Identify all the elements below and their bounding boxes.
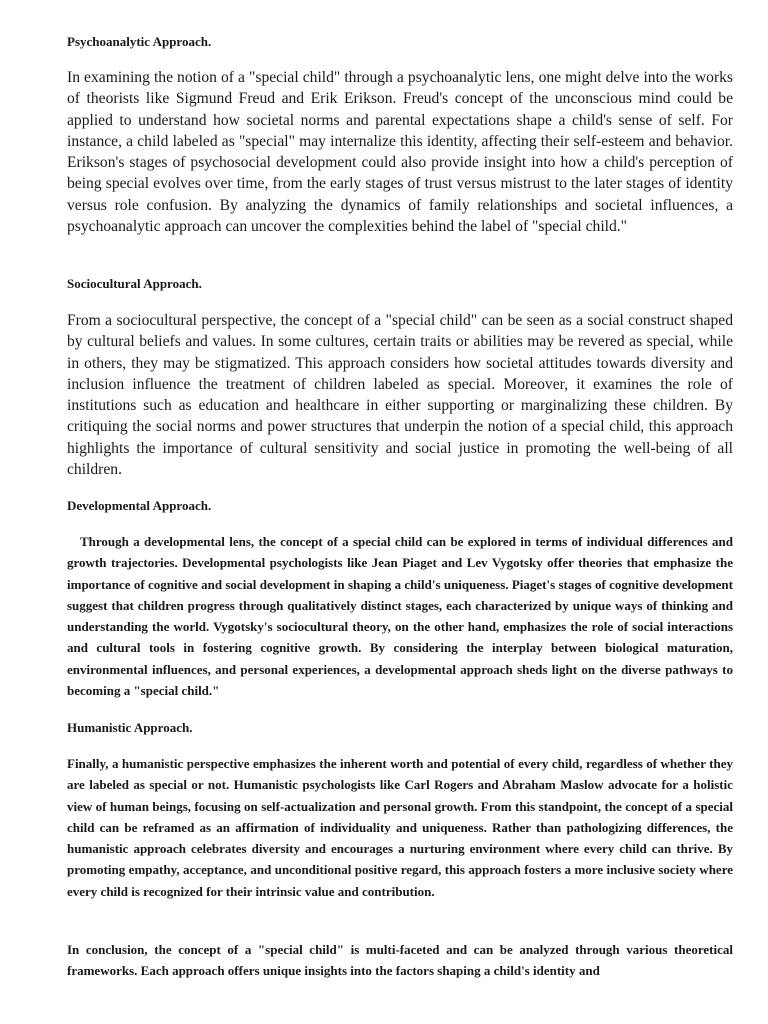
section-body-sociocultural: From a sociocultural perspective, the concept of a "special child" can be seen as a social construct shaped by cultural beliefs and values. In some cultures, certain traits or abilities may be revered as special, while in others, they may be stigmatized. This approach considers how societal attitudes towards diversity and inclusion influence the treatment of children labeled as special. Moreover, it examines the role of institutions such as education and healthcare in either supporting or marginalizing these children. By critiquing the social norms and power structures that underpin the notion of a special child, this approach highlights the importance of cultural sensitivity and social justice in promoting the well-being of all children. bbox=[67, 312, 733, 479]
section-body-developmental: Through a developmental lens, the concept of a special child can be explored in terms of individual differences and growth trajectories. Developmental psychologists like Jean Piaget and Lev Vygotsky offer theories that emphasize the importance of cognitive and social development in shaping a child's uniqueness. Piaget's stages of cognitive development suggest that children progress through qualitatively distinct stages, each characterized by unique ways of thinking and understanding the world. Vygotsky's sociocultural theory, on the other hand, emphasizes the role of social interactions and cultural tools in fostering cognitive growth. By considering the interplay between biological maturation, environmental influences, and personal experiences, a developmental approach sheds light on the diverse pathways to becoming a "special child." bbox=[67, 534, 733, 699]
section-body-humanistic: Finally, a humanistic perspective emphasizes the inherent worth and potential of every child, regardless of whether they are labeled as special or not. Humanistic psychologists like Carl Rogers and Abraham Maslow advocate for a holistic view of human beings, focusing on self-actualization and personal growth. From this standpoint, the concept of a special child can be reframed as an affirmation of individuality and uniqueness. Rather than pathologizing differences, the humanistic approach celebrates diversity and encourages a nurturing environment where every child can thrive. By promoting empathy, acceptance, and unconditional positive regard, this approach fosters a more inclusive society where every child is recognized for their intrinsic value and contribution. bbox=[67, 756, 733, 899]
section-heading-humanistic: Humanistic Approach. bbox=[67, 720, 193, 735]
conclusion-paragraph: In conclusion, the concept of a "special child" is multi-faceted and can be analyzed through various theoretical frameworks. Each approach offers unique insights into the factors shaping a child's identity and bbox=[67, 942, 733, 979]
section-heading-psychoanalytic: Psychoanalytic Approach. bbox=[67, 34, 212, 49]
section-heading-sociocultural: Sociocultural Approach. bbox=[67, 276, 202, 291]
section-body-psychoanalytic: In examining the notion of a "special child" through a psychoanalytic lens, one might delve into the works of theorists like Sigmund Freud and Erik Erikson. Freud's concept of the unconscious mind could be applied to understand how societal norms and parental expectations shape a child's sense of self. For instance, a child labeled as "special" may internalize this identity, affecting their self-esteem and behavior. Erikson's stages of psychosocial development could also provide insight into how a child's perception of being special evolves over time, from the early stages of trust versus mistrust to the later stages of identity versus role confusion. By analyzing the dynamics of family relationships and societal influences, a psychoanalytic approach can uncover the complexities behind the label of "special child." bbox=[67, 69, 733, 236]
section-heading-developmental: Developmental Approach. bbox=[67, 498, 212, 513]
